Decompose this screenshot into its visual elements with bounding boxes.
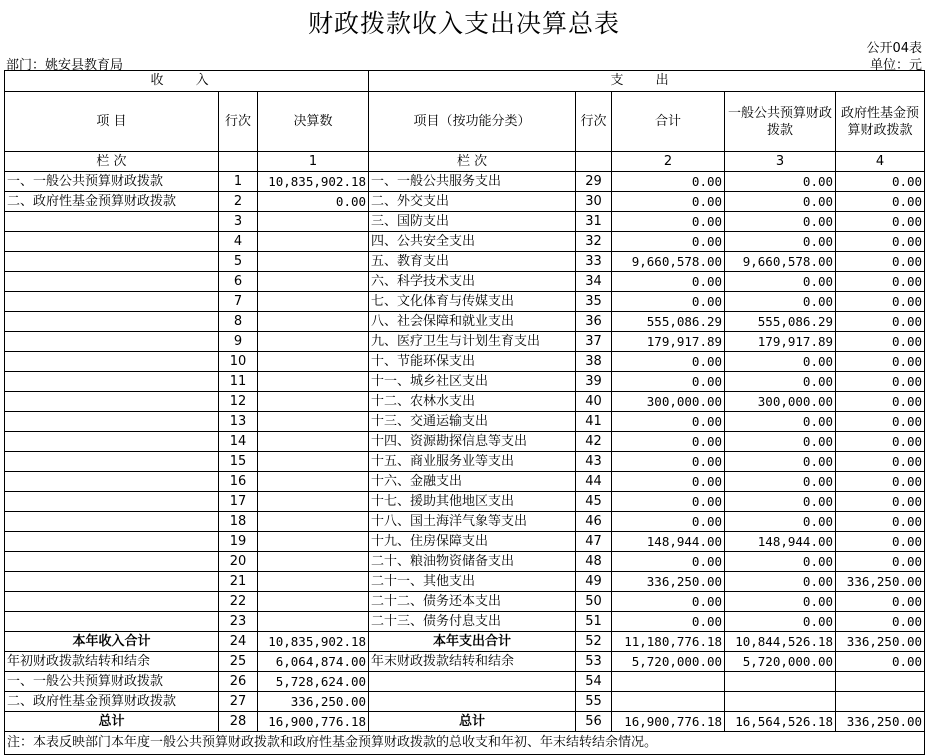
table-row	[5, 352, 925, 372]
cell-in-amt	[258, 392, 369, 412]
table-row	[5, 592, 925, 612]
cell-gpb: 0.00	[725, 412, 836, 432]
cell-ex-no: 38	[576, 352, 612, 372]
cell-ex-no: 52	[576, 632, 612, 652]
cell-gpb: 10,844,526.18	[725, 632, 836, 652]
cell-in-item: 总计	[5, 712, 219, 732]
cell-ex-item: 二十三、债务付息支出	[369, 612, 576, 632]
cell-gf: 0.00	[836, 472, 925, 492]
cell-total	[612, 672, 725, 692]
cell-ex-item: 二、外交支出	[369, 192, 576, 212]
cell-gf: 0.00	[836, 192, 925, 212]
cell-in-no: 1	[219, 172, 258, 192]
cell-gpb: 555,086.29	[725, 312, 836, 332]
cell-in-amt: 5,728,624.00	[258, 672, 369, 692]
cell-ex-item: 年末财政拨款结转和结余	[369, 652, 576, 672]
cell-gf: 0.00	[836, 592, 925, 612]
cell-ex-item: 十六、金融支出	[369, 472, 576, 492]
cell-ex-item: 二十一、其他支出	[369, 572, 576, 592]
cell-gf: 336,250.00	[836, 572, 925, 592]
cell-total: 336,250.00	[612, 572, 725, 592]
table-row	[5, 612, 925, 632]
cell-total: 0.00	[612, 232, 725, 252]
cell-gf	[836, 692, 925, 712]
cell-ex-item: 二十二、债务还本支出	[369, 592, 576, 612]
cell-in-amt	[258, 592, 369, 612]
cell-ex-no: 56	[576, 712, 612, 732]
cell-in-no: 26	[219, 672, 258, 692]
carry-row	[5, 692, 925, 712]
expense-header: 支 出	[369, 71, 925, 92]
cell-total: 0.00	[612, 292, 725, 312]
cell-in-amt: 336,250.00	[258, 692, 369, 712]
cell-gf: 0.00	[836, 552, 925, 572]
unit-label: 单位：元	[869, 58, 922, 73]
cell-in-no: 18	[219, 512, 258, 532]
cell-in-amt	[258, 272, 369, 292]
table-row	[5, 452, 925, 472]
col-gpb: 一般公共预算财政拨款	[725, 92, 836, 152]
cell-ex-no: 36	[576, 312, 612, 332]
cell-total: 16,900,776.18	[612, 712, 725, 732]
cell-ex-no: 44	[576, 472, 612, 492]
cell-in-amt: 10,835,902.18	[258, 172, 369, 192]
cell-in-amt	[258, 572, 369, 592]
table-row	[5, 412, 925, 432]
cell-in-no: 6	[219, 272, 258, 292]
cell-in-no: 17	[219, 492, 258, 512]
cell-ex-no: 30	[576, 192, 612, 212]
cell-in-no: 11	[219, 372, 258, 392]
cell-in-amt	[258, 532, 369, 552]
cell-total: 0.00	[612, 592, 725, 612]
cell-ex-no: 46	[576, 512, 612, 532]
cell-in-no: 4	[219, 232, 258, 252]
footnote: 注：本表反映部门本年度一般公共预算财政拨款和政府性基金预算财政拨款的总收支和年初、年末结转结余情况。	[5, 732, 925, 755]
col-gf: 政府性基金预算财政拨款	[836, 92, 925, 152]
cell-gf: 0.00	[836, 612, 925, 632]
col-row-no: 行次	[219, 92, 258, 152]
cell-gpb	[725, 692, 836, 712]
cell-in-no: 19	[219, 532, 258, 552]
cell-in-item	[5, 252, 219, 272]
cell-ex-item: 本年支出合计	[369, 632, 576, 652]
cell-ex-item	[369, 672, 576, 692]
cell-in-amt	[258, 332, 369, 352]
cell-in-item	[5, 612, 219, 632]
cell-ex-no: 54	[576, 672, 612, 692]
cell-in-no: 24	[219, 632, 258, 652]
cell-gpb: 0.00	[725, 612, 836, 632]
cell-ex-no: 31	[576, 212, 612, 232]
cell-gf: 0.00	[836, 232, 925, 252]
cell-ex-no: 48	[576, 552, 612, 572]
cell-ex-item: 三、国防支出	[369, 212, 576, 232]
cell-in-item	[5, 392, 219, 412]
cell-gf: 0.00	[836, 172, 925, 192]
cell-gf: 0.00	[836, 332, 925, 352]
cell-gf: 0.00	[836, 372, 925, 392]
cell-ex-no: 29	[576, 172, 612, 192]
cell-gf: 0.00	[836, 252, 925, 272]
cell-in-item	[5, 452, 219, 472]
cell-in-item: 本年收入合计	[5, 632, 219, 652]
cell-in-no: 13	[219, 412, 258, 432]
cell-in-no: 28	[219, 712, 258, 732]
cell-in-no: 21	[219, 572, 258, 592]
cell-gpb: 179,917.89	[725, 332, 836, 352]
cell-ex-item: 十四、资源勘探信息等支出	[369, 432, 576, 452]
cell-total: 9,660,578.00	[612, 252, 725, 272]
cell-total: 0.00	[612, 412, 725, 432]
cell-ex-item: 五、教育支出	[369, 252, 576, 272]
idx-1: 1	[258, 152, 369, 172]
cell-ex-item: 十二、农林水支出	[369, 392, 576, 412]
cell-ex-no: 34	[576, 272, 612, 292]
cell-gpb: 16,564,526.18	[725, 712, 836, 732]
cell-total: 148,944.00	[612, 532, 725, 552]
cell-ex-item: 十一、城乡社区支出	[369, 372, 576, 392]
cell-gpb: 0.00	[725, 192, 836, 212]
income-header: 收 入	[5, 71, 369, 92]
cell-in-item	[5, 592, 219, 612]
table-row	[5, 312, 925, 332]
cell-ex-no: 53	[576, 652, 612, 672]
cell-in-no: 25	[219, 652, 258, 672]
cell-in-item	[5, 292, 219, 312]
table-row	[5, 272, 925, 292]
cell-in-amt	[258, 512, 369, 532]
cell-in-item	[5, 432, 219, 452]
cell-in-no: 9	[219, 332, 258, 352]
cell-ex-item: 十九、住房保障支出	[369, 532, 576, 552]
cell-total: 179,917.89	[612, 332, 725, 352]
department-label: 部门：姚安县教育局	[6, 58, 124, 73]
table-row	[5, 432, 925, 452]
cell-in-item	[5, 492, 219, 512]
cell-in-no: 22	[219, 592, 258, 612]
cell-in-amt: 0.00	[258, 192, 369, 212]
cell-in-amt	[258, 552, 369, 572]
cell-in-item: 二、政府性基金预算财政拨款	[5, 192, 219, 212]
cell-in-item	[5, 532, 219, 552]
table-row	[5, 532, 925, 552]
cell-ex-no: 39	[576, 372, 612, 392]
cell-ex-no: 55	[576, 692, 612, 712]
cell-gf: 0.00	[836, 292, 925, 312]
cell-in-item	[5, 552, 219, 572]
cell-total: 0.00	[612, 452, 725, 472]
cell-gf: 0.00	[836, 452, 925, 472]
cell-total: 0.00	[612, 492, 725, 512]
cell-total: 0.00	[612, 472, 725, 492]
cell-in-amt	[258, 452, 369, 472]
cell-in-no: 2	[219, 192, 258, 212]
cell-total: 0.00	[612, 272, 725, 292]
cell-gpb: 0.00	[725, 452, 836, 472]
cell-in-no: 23	[219, 612, 258, 632]
cell-gpb: 0.00	[725, 552, 836, 572]
cell-in-amt	[258, 352, 369, 372]
cell-in-no: 5	[219, 252, 258, 272]
cell-ex-item: 一、一般公共服务支出	[369, 172, 576, 192]
cell-gf: 0.00	[836, 652, 925, 672]
table-row	[5, 232, 925, 252]
cell-ex-no: 50	[576, 592, 612, 612]
cell-in-no: 27	[219, 692, 258, 712]
cell-ex-item: 十、节能环保支出	[369, 352, 576, 372]
cell-gf: 0.00	[836, 412, 925, 432]
cell-gpb: 148,944.00	[725, 532, 836, 552]
blank-cell	[576, 152, 612, 172]
cell-gf: 0.00	[836, 492, 925, 512]
cell-total: 0.00	[612, 192, 725, 212]
cell-in-amt	[258, 432, 369, 452]
cell-ex-no: 32	[576, 232, 612, 252]
cell-gpb: 0.00	[725, 212, 836, 232]
cell-in-amt	[258, 412, 369, 432]
cell-in-no: 14	[219, 432, 258, 452]
cell-in-amt	[258, 212, 369, 232]
cell-in-no: 8	[219, 312, 258, 332]
col-func-item: 项目（按功能分类）	[369, 92, 576, 152]
cell-in-item: 年初财政拨款结转和结余	[5, 652, 219, 672]
cell-in-no: 10	[219, 352, 258, 372]
cell-gpb: 0.00	[725, 592, 836, 612]
cell-in-amt: 10,835,902.18	[258, 632, 369, 652]
cell-ex-item: 十八、国土海洋气象等支出	[369, 512, 576, 532]
cell-gpb: 0.00	[725, 232, 836, 252]
cell-ex-no: 37	[576, 332, 612, 352]
cell-in-amt	[258, 492, 369, 512]
cell-gf: 336,250.00	[836, 632, 925, 652]
cell-gf: 0.00	[836, 272, 925, 292]
cell-gpb: 0.00	[725, 272, 836, 292]
cell-in-no: 20	[219, 552, 258, 572]
cell-total: 0.00	[612, 212, 725, 232]
col-row-no-2: 行次	[576, 92, 612, 152]
cell-gpb: 0.00	[725, 492, 836, 512]
cell-ex-no: 43	[576, 452, 612, 472]
cell-ex-item: 十三、交通运输支出	[369, 412, 576, 432]
budget-summary-table	[4, 70, 925, 755]
idx-4: 4	[836, 152, 925, 172]
cell-in-item	[5, 372, 219, 392]
idx-3: 3	[725, 152, 836, 172]
page-title: 财政拨款收入支出决算总表	[307, 9, 620, 38]
cell-ex-no: 45	[576, 492, 612, 512]
cell-in-amt: 6,064,874.00	[258, 652, 369, 672]
cell-in-no: 15	[219, 452, 258, 472]
cell-total: 0.00	[612, 352, 725, 372]
cell-in-amt	[258, 252, 369, 272]
cell-in-amt	[258, 372, 369, 392]
cell-ex-no: 40	[576, 392, 612, 412]
cell-gf: 0.00	[836, 512, 925, 532]
cell-ex-item: 四、公共安全支出	[369, 232, 576, 252]
cell-in-amt	[258, 232, 369, 252]
cell-gf: 0.00	[836, 352, 925, 372]
cell-gpb: 0.00	[725, 292, 836, 312]
cell-in-item	[5, 412, 219, 432]
cell-in-item	[5, 312, 219, 332]
table-row	[5, 372, 925, 392]
cell-gf: 336,250.00	[836, 712, 925, 732]
cell-in-item: 一、一般公共预算财政拨款	[5, 172, 219, 192]
table-row	[5, 332, 925, 352]
table-row	[5, 472, 925, 492]
cell-gpb: 5,720,000.00	[725, 652, 836, 672]
cell-total: 0.00	[612, 172, 725, 192]
cell-in-no: 7	[219, 292, 258, 312]
cell-total: 300,000.00	[612, 392, 725, 412]
cell-ex-item: 八、社会保障和就业支出	[369, 312, 576, 332]
cell-gpb: 0.00	[725, 172, 836, 192]
table-row	[5, 512, 925, 532]
cell-ex-item: 十七、援助其他地区支出	[369, 492, 576, 512]
cell-ex-item: 七、文化体育与传媒支出	[369, 292, 576, 312]
cell-in-amt	[258, 292, 369, 312]
cell-in-no: 3	[219, 212, 258, 232]
cell-ex-item: 十五、商业服务业等支出	[369, 452, 576, 472]
cell-ex-item	[369, 692, 576, 712]
idx-2: 2	[612, 152, 725, 172]
cell-gpb: 0.00	[725, 512, 836, 532]
grand-total-row	[5, 712, 925, 732]
cell-ex-no: 41	[576, 412, 612, 432]
cell-in-item	[5, 512, 219, 532]
cell-ex-item: 二十、粮油物资储备支出	[369, 552, 576, 572]
cell-gf: 0.00	[836, 312, 925, 332]
subtotal-row	[5, 632, 925, 652]
cell-in-amt	[258, 312, 369, 332]
cell-gpb: 300,000.00	[725, 392, 836, 412]
cell-ex-no: 51	[576, 612, 612, 632]
col-total: 合计	[612, 92, 725, 152]
cell-in-item	[5, 352, 219, 372]
carry-row	[5, 672, 925, 692]
lan-ci-label: 栏 次	[5, 152, 219, 172]
cell-gpb: 0.00	[725, 472, 836, 492]
cell-gpb: 0.00	[725, 372, 836, 392]
cell-ex-no: 33	[576, 252, 612, 272]
cell-gpb: 0.00	[725, 432, 836, 452]
table-row	[5, 392, 925, 412]
table-row	[5, 212, 925, 232]
cell-in-amt: 16,900,776.18	[258, 712, 369, 732]
blank-cell	[219, 152, 258, 172]
cell-total: 0.00	[612, 432, 725, 452]
cell-in-amt	[258, 472, 369, 492]
cell-ex-item: 九、医疗卫生与计划生育支出	[369, 332, 576, 352]
carry-row	[5, 652, 925, 672]
cell-in-item	[5, 572, 219, 592]
table-row	[5, 492, 925, 512]
cell-total: 0.00	[612, 372, 725, 392]
table-row	[5, 552, 925, 572]
cell-gf	[836, 672, 925, 692]
cell-in-no: 12	[219, 392, 258, 412]
table-row	[5, 172, 925, 192]
cell-in-item	[5, 212, 219, 232]
cell-total	[612, 692, 725, 712]
cell-in-item	[5, 272, 219, 292]
cell-in-item	[5, 332, 219, 352]
cell-gpb: 9,660,578.00	[725, 252, 836, 272]
cell-ex-no: 35	[576, 292, 612, 312]
cell-total: 0.00	[612, 552, 725, 572]
cell-in-amt	[258, 612, 369, 632]
cell-ex-no: 49	[576, 572, 612, 592]
cell-gf: 0.00	[836, 392, 925, 412]
cell-in-item	[5, 232, 219, 252]
cell-gf: 0.00	[836, 432, 925, 452]
cell-total: 0.00	[612, 612, 725, 632]
cell-total: 555,086.29	[612, 312, 725, 332]
form-number: 公开04表	[866, 41, 922, 56]
cell-gf: 0.00	[836, 212, 925, 232]
cell-in-item: 二、政府性基金预算财政拨款	[5, 692, 219, 712]
col-item: 项 目	[5, 92, 219, 152]
cell-ex-item: 六、科学技术支出	[369, 272, 576, 292]
cell-ex-no: 47	[576, 532, 612, 552]
table-row	[5, 192, 925, 212]
table-row	[5, 292, 925, 312]
cell-gpb: 0.00	[725, 572, 836, 592]
cell-in-no: 16	[219, 472, 258, 492]
table-row	[5, 252, 925, 272]
table-row	[5, 572, 925, 592]
col-final-amount: 决算数	[258, 92, 369, 152]
cell-total: 5,720,000.00	[612, 652, 725, 672]
cell-ex-no: 42	[576, 432, 612, 452]
cell-gpb	[725, 672, 836, 692]
cell-in-item	[5, 472, 219, 492]
cell-ex-item: 总计	[369, 712, 576, 732]
cell-total: 11,180,776.18	[612, 632, 725, 652]
cell-gpb: 0.00	[725, 352, 836, 372]
lan-ci-label-2: 栏 次	[369, 152, 576, 172]
cell-total: 0.00	[612, 512, 725, 532]
cell-in-item: 一、一般公共预算财政拨款	[5, 672, 219, 692]
cell-gf: 0.00	[836, 532, 925, 552]
